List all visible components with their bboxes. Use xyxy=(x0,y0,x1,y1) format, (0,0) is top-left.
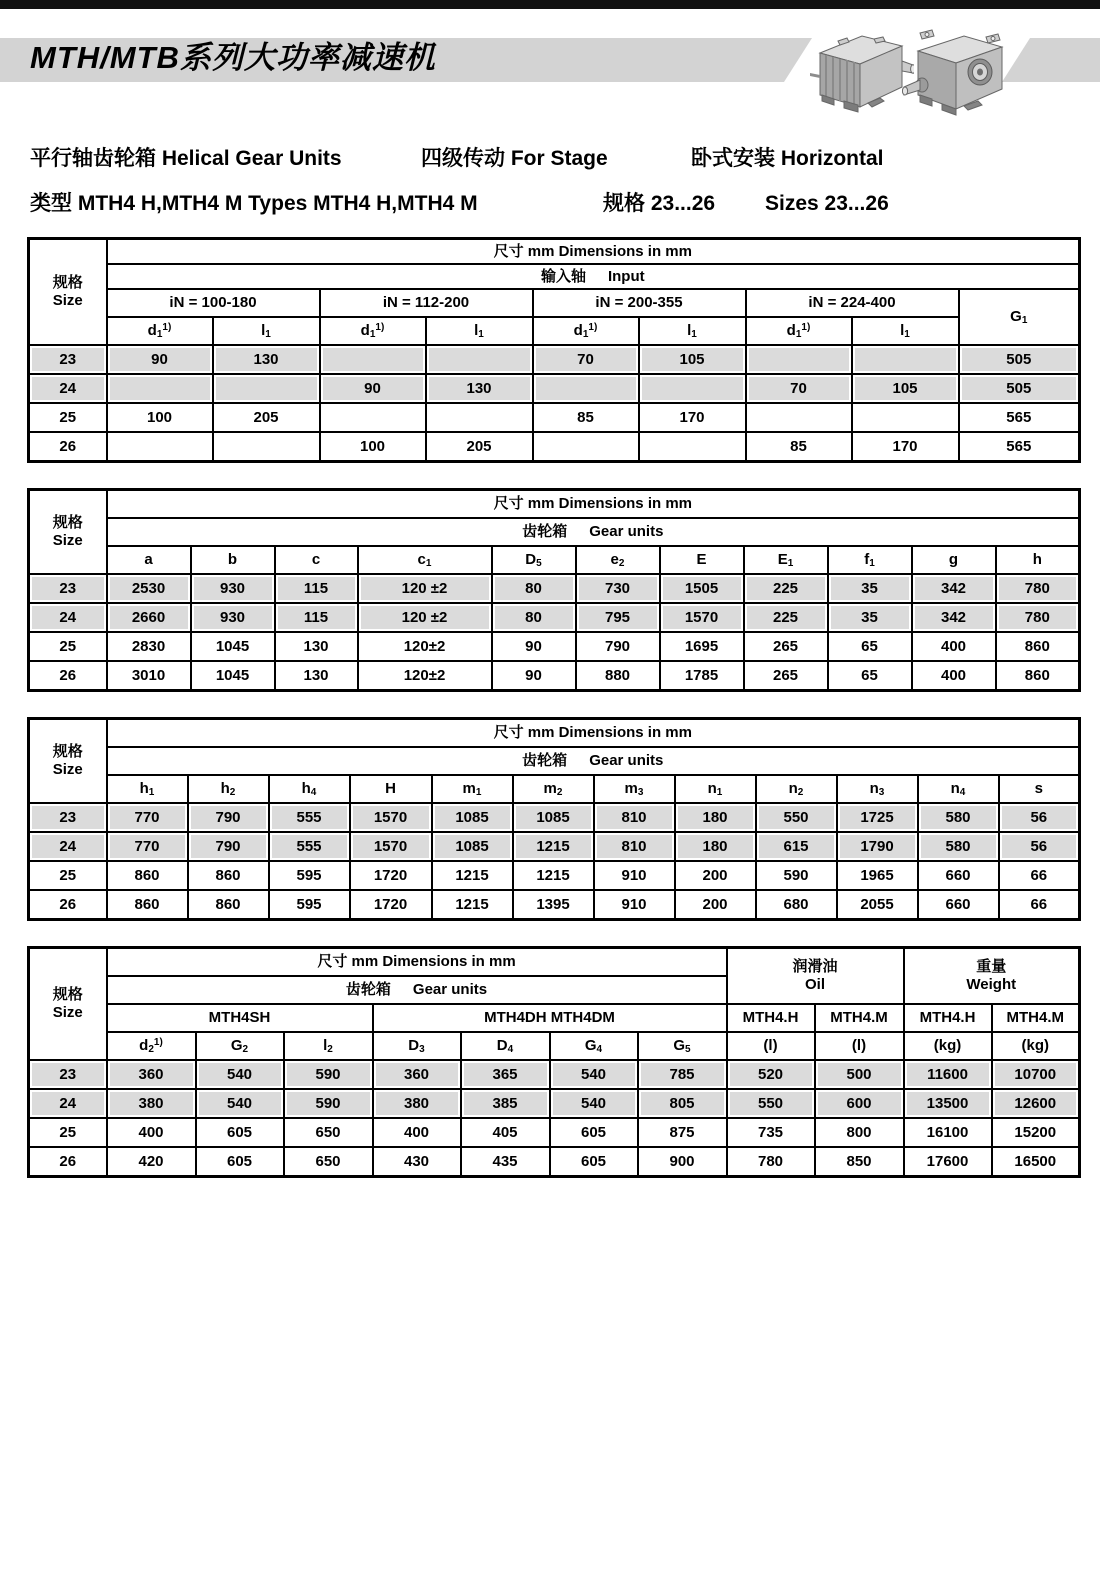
value-cell: 810 xyxy=(594,803,675,832)
value-cell: 1720 xyxy=(350,861,432,890)
value-cell: 780 xyxy=(996,574,1080,603)
size-cell: 23 xyxy=(29,803,107,832)
value-cell xyxy=(320,345,426,374)
value-cell: 115 xyxy=(275,574,358,603)
value-cell: 80 xyxy=(492,603,576,632)
model-header: MTH4DH MTH4DM xyxy=(373,1004,727,1032)
gear-units-header: 齿轮箱 Gear units xyxy=(107,747,1080,775)
value-cell: 1505 xyxy=(660,574,744,603)
ratio-group-header: iN = 200-355 xyxy=(533,289,746,317)
col-header: $n_1$ xyxy=(675,775,756,803)
col-header: $D_3$ xyxy=(373,1032,461,1060)
value-cell: 860 xyxy=(107,861,188,890)
value-cell: 1570 xyxy=(350,803,432,832)
value-cell: 65 xyxy=(828,632,912,661)
col-header: $E_1$ xyxy=(744,546,828,574)
value-cell: 910 xyxy=(594,861,675,890)
value-cell: 780 xyxy=(996,603,1080,632)
value-cell: 550 xyxy=(756,803,837,832)
value-cell: 435 xyxy=(461,1147,550,1177)
gear-unit-photo-right xyxy=(902,23,1010,125)
title-banner xyxy=(0,9,1100,120)
value-cell xyxy=(107,374,213,403)
size-column-header: 规格 Size xyxy=(29,490,107,575)
value-cell: 120±2 xyxy=(358,661,492,691)
table-models-oil-weight xyxy=(27,946,1081,1178)
value-cell: 605 xyxy=(550,1147,638,1177)
col-header: $l_1$ xyxy=(426,317,533,345)
value-cell: 810 xyxy=(594,832,675,861)
dimensions-header: 尺寸 mm Dimensions in mm xyxy=(107,490,1080,519)
value-cell: 380 xyxy=(107,1089,196,1118)
value-cell xyxy=(213,374,320,403)
value-cell: 265 xyxy=(744,661,828,691)
value-cell: 605 xyxy=(550,1118,638,1147)
col-header-G1: $G_1$ xyxy=(959,289,1080,345)
size-cell: 26 xyxy=(29,432,107,462)
banner-band-right xyxy=(1002,38,1100,82)
table-row xyxy=(29,890,1080,920)
size-cell: 24 xyxy=(29,1089,107,1118)
value-cell: 860 xyxy=(188,861,269,890)
value-cell: 360 xyxy=(107,1060,196,1089)
value-cell: 130 xyxy=(275,661,358,691)
value-cell: 120 ±2 xyxy=(358,603,492,632)
col-header: $n_4$ xyxy=(918,775,999,803)
col-header: h xyxy=(996,546,1080,574)
value-cell: 505 xyxy=(959,345,1080,374)
value-cell: 860 xyxy=(996,661,1080,691)
col-header: $G_4$ xyxy=(550,1032,638,1060)
col-header: $l_1$ xyxy=(213,317,320,345)
value-cell: 180 xyxy=(675,803,756,832)
table-row xyxy=(29,432,1080,462)
value-cell: 400 xyxy=(373,1118,461,1147)
value-cell xyxy=(533,432,639,462)
value-cell: 1720 xyxy=(350,890,432,920)
value-cell: 540 xyxy=(550,1089,638,1118)
table-row xyxy=(29,603,1080,632)
value-cell: 1215 xyxy=(513,832,594,861)
value-cell: 1215 xyxy=(432,890,513,920)
value-cell: 505 xyxy=(959,374,1080,403)
value-cell: 2830 xyxy=(107,632,191,661)
value-cell: 850 xyxy=(815,1147,904,1177)
value-cell: 590 xyxy=(284,1089,373,1118)
top-bar xyxy=(0,0,1100,9)
value-cell: 860 xyxy=(188,890,269,920)
gear-units-header: 齿轮箱 Gear units xyxy=(107,976,727,1004)
value-cell: 615 xyxy=(756,832,837,861)
size-cell: 26 xyxy=(29,890,107,920)
col-header: (l) xyxy=(815,1032,904,1060)
dimensions-header: 尺寸 mm Dimensions in mm xyxy=(107,948,727,977)
value-cell: 200 xyxy=(675,890,756,920)
size-cell: 25 xyxy=(29,1118,107,1147)
value-cell xyxy=(107,432,213,462)
value-cell: 770 xyxy=(107,803,188,832)
col-header: $d_1^{1)}$ xyxy=(746,317,852,345)
model-header: MTH4.M xyxy=(992,1004,1080,1032)
size-cell: 23 xyxy=(29,345,107,374)
value-cell: 80 xyxy=(492,574,576,603)
value-cell: 205 xyxy=(426,432,533,462)
value-cell: 590 xyxy=(284,1060,373,1089)
value-cell: 35 xyxy=(828,574,912,603)
value-cell: 1570 xyxy=(350,832,432,861)
col-header: c xyxy=(275,546,358,574)
ratio-group-header: iN = 100-180 xyxy=(107,289,320,317)
value-cell: 875 xyxy=(638,1118,727,1147)
value-cell: 520 xyxy=(727,1060,815,1089)
table-row xyxy=(29,832,1080,861)
value-cell: 130 xyxy=(426,374,533,403)
value-cell: 660 xyxy=(918,861,999,890)
model-header: MTH4.H xyxy=(727,1004,815,1032)
value-cell: 930 xyxy=(191,574,275,603)
value-cell: 105 xyxy=(639,345,746,374)
col-header: $d_1^{1)}$ xyxy=(107,317,213,345)
weight-header: 重量 Weight xyxy=(904,948,1080,1005)
value-cell: 730 xyxy=(576,574,660,603)
size-cell: 26 xyxy=(29,661,107,691)
value-cell: 1085 xyxy=(513,803,594,832)
value-cell: 550 xyxy=(727,1089,815,1118)
col-header: $l_2$ xyxy=(284,1032,373,1060)
subtitle-block xyxy=(0,120,1100,237)
size-cell: 24 xyxy=(29,603,107,632)
value-cell: 205 xyxy=(213,403,320,432)
value-cell: 880 xyxy=(576,661,660,691)
value-cell: 2660 xyxy=(107,603,191,632)
gear-unit-photo-left xyxy=(810,21,914,121)
col-header: $f_1$ xyxy=(828,546,912,574)
col-header: $l_1$ xyxy=(639,317,746,345)
col-header: $G_5$ xyxy=(638,1032,727,1060)
size-cell: 23 xyxy=(29,574,107,603)
value-cell: 56 xyxy=(999,803,1080,832)
value-cell: 590 xyxy=(756,861,837,890)
model-header: MTH4.H xyxy=(904,1004,992,1032)
value-cell: 130 xyxy=(213,345,320,374)
value-cell xyxy=(746,403,852,432)
value-cell: 930 xyxy=(191,603,275,632)
value-cell: 130 xyxy=(275,632,358,661)
value-cell: 380 xyxy=(373,1089,461,1118)
value-cell xyxy=(639,432,746,462)
value-cell: 805 xyxy=(638,1089,727,1118)
value-cell: 1085 xyxy=(432,832,513,861)
value-cell: 342 xyxy=(912,603,996,632)
value-cell: 1045 xyxy=(191,661,275,691)
value-cell: 680 xyxy=(756,890,837,920)
value-cell: 785 xyxy=(638,1060,727,1089)
value-cell: 900 xyxy=(638,1147,727,1177)
col-header: $h_4$ xyxy=(269,775,350,803)
col-header: $m_3$ xyxy=(594,775,675,803)
table-row xyxy=(29,345,1080,374)
value-cell: 170 xyxy=(639,403,746,432)
table-row xyxy=(29,803,1080,832)
col-header: $d_1^{1)}$ xyxy=(320,317,426,345)
value-cell: 405 xyxy=(461,1118,550,1147)
value-cell: 540 xyxy=(550,1060,638,1089)
value-cell: 115 xyxy=(275,603,358,632)
table-gear-units-1 xyxy=(27,488,1081,692)
value-cell: 770 xyxy=(107,832,188,861)
col-header: $h_2$ xyxy=(188,775,269,803)
value-cell xyxy=(852,403,959,432)
value-cell: 56 xyxy=(999,832,1080,861)
dimensions-header: 尺寸 mm Dimensions in mm xyxy=(107,239,1080,265)
col-header: (kg) xyxy=(992,1032,1080,1060)
value-cell: 16500 xyxy=(992,1147,1080,1177)
input-shaft-header: 输入轴 Input xyxy=(107,264,1080,289)
size-column-header: 规格 Size xyxy=(29,719,107,804)
ratio-group-header: iN = 224-400 xyxy=(746,289,959,317)
col-header: H xyxy=(350,775,432,803)
table-gear-units-2 xyxy=(27,717,1081,921)
value-cell: 1395 xyxy=(513,890,594,920)
value-cell: 400 xyxy=(107,1118,196,1147)
value-cell xyxy=(852,345,959,374)
value-cell: 120±2 xyxy=(358,632,492,661)
value-cell: 660 xyxy=(918,890,999,920)
value-cell: 780 xyxy=(727,1147,815,1177)
col-header: $n_2$ xyxy=(756,775,837,803)
value-cell: 565 xyxy=(959,432,1080,462)
value-cell: 100 xyxy=(107,403,213,432)
size-cell: 24 xyxy=(29,832,107,861)
value-cell: 90 xyxy=(107,345,213,374)
value-cell: 1215 xyxy=(432,861,513,890)
value-cell: 790 xyxy=(576,632,660,661)
table-row xyxy=(29,861,1080,890)
value-cell: 12600 xyxy=(992,1089,1080,1118)
value-cell: 735 xyxy=(727,1118,815,1147)
col-header: $d_2^{1)}$ xyxy=(107,1032,196,1060)
value-cell: 650 xyxy=(284,1118,373,1147)
value-cell: 35 xyxy=(828,603,912,632)
value-cell: 105 xyxy=(852,374,959,403)
table-row xyxy=(29,661,1080,691)
col-header: s xyxy=(999,775,1080,803)
table-row xyxy=(29,1118,1080,1147)
value-cell: 120 ±2 xyxy=(358,574,492,603)
value-cell: 90 xyxy=(320,374,426,403)
value-cell: 11600 xyxy=(904,1060,992,1089)
value-cell: 580 xyxy=(918,803,999,832)
value-cell xyxy=(213,432,320,462)
value-cell: 1085 xyxy=(432,803,513,832)
value-cell: 1725 xyxy=(837,803,918,832)
value-cell: 265 xyxy=(744,632,828,661)
value-cell xyxy=(746,345,852,374)
value-cell: 910 xyxy=(594,890,675,920)
table-row xyxy=(29,1147,1080,1177)
value-cell: 1215 xyxy=(513,861,594,890)
value-cell: 360 xyxy=(373,1060,461,1089)
subtitle-types: 类型 MTH4 H,MTH4 M Types MTH4 H,MTH4 M xyxy=(30,192,478,215)
value-cell: 650 xyxy=(284,1147,373,1177)
col-header: g xyxy=(912,546,996,574)
value-cell: 430 xyxy=(373,1147,461,1177)
value-cell: 1785 xyxy=(660,661,744,691)
col-header: $n_3$ xyxy=(837,775,918,803)
value-cell: 70 xyxy=(746,374,852,403)
dimensions-header: 尺寸 mm Dimensions in mm xyxy=(107,719,1080,748)
value-cell: 605 xyxy=(196,1147,284,1177)
value-cell: 65 xyxy=(828,661,912,691)
col-header: E xyxy=(660,546,744,574)
table-row xyxy=(29,374,1080,403)
value-cell: 565 xyxy=(959,403,1080,432)
col-header: a xyxy=(107,546,191,574)
value-cell: 800 xyxy=(815,1118,904,1147)
table-input-shaft xyxy=(27,237,1081,463)
value-cell: 400 xyxy=(912,632,996,661)
value-cell: 860 xyxy=(107,890,188,920)
subtitle-gear-units: 平行轴齿轮箱 Helical Gear Units xyxy=(30,147,342,170)
value-cell: 100 xyxy=(320,432,426,462)
col-header: $G_2$ xyxy=(196,1032,284,1060)
size-cell: 25 xyxy=(29,632,107,661)
value-cell: 540 xyxy=(196,1060,284,1089)
value-cell: 66 xyxy=(999,890,1080,920)
value-cell: 595 xyxy=(269,861,350,890)
gear-units-header: 齿轮箱 Gear units xyxy=(107,518,1080,546)
table-row xyxy=(29,1089,1080,1118)
value-cell: 790 xyxy=(188,803,269,832)
table-row xyxy=(29,632,1080,661)
col-header: $d_1^{1)}$ xyxy=(533,317,639,345)
size-cell: 25 xyxy=(29,861,107,890)
value-cell: 225 xyxy=(744,603,828,632)
col-header: $D_5$ xyxy=(492,546,576,574)
col-header: $e_2$ xyxy=(576,546,660,574)
value-cell: 580 xyxy=(918,832,999,861)
value-cell: 90 xyxy=(492,661,576,691)
col-header: b xyxy=(191,546,275,574)
value-cell: 600 xyxy=(815,1089,904,1118)
value-cell: 180 xyxy=(675,832,756,861)
value-cell xyxy=(320,403,426,432)
size-cell: 25 xyxy=(29,403,107,432)
col-header: $m_1$ xyxy=(432,775,513,803)
value-cell: 13500 xyxy=(904,1089,992,1118)
value-cell: 1965 xyxy=(837,861,918,890)
value-cell: 90 xyxy=(492,632,576,661)
value-cell: 605 xyxy=(196,1118,284,1147)
value-cell: 860 xyxy=(996,632,1080,661)
value-cell xyxy=(639,374,746,403)
value-cell: 2055 xyxy=(837,890,918,920)
value-cell: 66 xyxy=(999,861,1080,890)
value-cell: 225 xyxy=(744,574,828,603)
value-cell: 1045 xyxy=(191,632,275,661)
size-cell: 23 xyxy=(29,1060,107,1089)
value-cell: 85 xyxy=(533,403,639,432)
size-cell: 26 xyxy=(29,1147,107,1177)
value-cell: 555 xyxy=(269,803,350,832)
size-column-header: 规格 Size xyxy=(29,948,107,1061)
value-cell: 595 xyxy=(269,890,350,920)
value-cell: 2530 xyxy=(107,574,191,603)
value-cell xyxy=(426,403,533,432)
col-header: $h_1$ xyxy=(107,775,188,803)
subtitle-sizes-en: Sizes 23...26 xyxy=(765,192,889,215)
subtitle-sizes-cn: 规格 23...26 xyxy=(603,192,716,215)
page-title: MTH/MTB系列大功率减速机 xyxy=(30,40,436,75)
value-cell: 555 xyxy=(269,832,350,861)
oil-header: 润滑油 Oil xyxy=(727,948,904,1005)
value-cell: 200 xyxy=(675,861,756,890)
model-header: MTH4SH xyxy=(107,1004,373,1032)
size-cell: 24 xyxy=(29,374,107,403)
value-cell: 1570 xyxy=(660,603,744,632)
table-row xyxy=(29,1060,1080,1089)
size-column-header: 规格 Size xyxy=(29,239,107,346)
value-cell: 500 xyxy=(815,1060,904,1089)
value-cell: 70 xyxy=(533,345,639,374)
value-cell: 17600 xyxy=(904,1147,992,1177)
value-cell: 170 xyxy=(852,432,959,462)
subtitle-horizontal: 卧式安装 Horizontal xyxy=(691,147,884,170)
col-header: $m_2$ xyxy=(513,775,594,803)
ratio-group-header: iN = 112-200 xyxy=(320,289,533,317)
value-cell: 365 xyxy=(461,1060,550,1089)
value-cell: 790 xyxy=(188,832,269,861)
value-cell xyxy=(533,374,639,403)
col-header: $c_1$ xyxy=(358,546,492,574)
col-header: $l_1$ xyxy=(852,317,959,345)
value-cell: 420 xyxy=(107,1147,196,1177)
value-cell: 385 xyxy=(461,1089,550,1118)
value-cell: 1695 xyxy=(660,632,744,661)
table-row xyxy=(29,574,1080,603)
value-cell: 85 xyxy=(746,432,852,462)
col-header: (l) xyxy=(727,1032,815,1060)
value-cell: 795 xyxy=(576,603,660,632)
value-cell: 1790 xyxy=(837,832,918,861)
value-cell: 10700 xyxy=(992,1060,1080,1089)
value-cell: 3010 xyxy=(107,661,191,691)
model-header: MTH4.M xyxy=(815,1004,904,1032)
value-cell: 15200 xyxy=(992,1118,1080,1147)
col-header: (kg) xyxy=(904,1032,992,1060)
value-cell: 400 xyxy=(912,661,996,691)
value-cell: 16100 xyxy=(904,1118,992,1147)
value-cell xyxy=(426,345,533,374)
col-header: $D_4$ xyxy=(461,1032,550,1060)
subtitle-for-stage: 四级传动 For Stage xyxy=(421,147,608,170)
value-cell: 342 xyxy=(912,574,996,603)
value-cell: 540 xyxy=(196,1089,284,1118)
table-row xyxy=(29,403,1080,432)
